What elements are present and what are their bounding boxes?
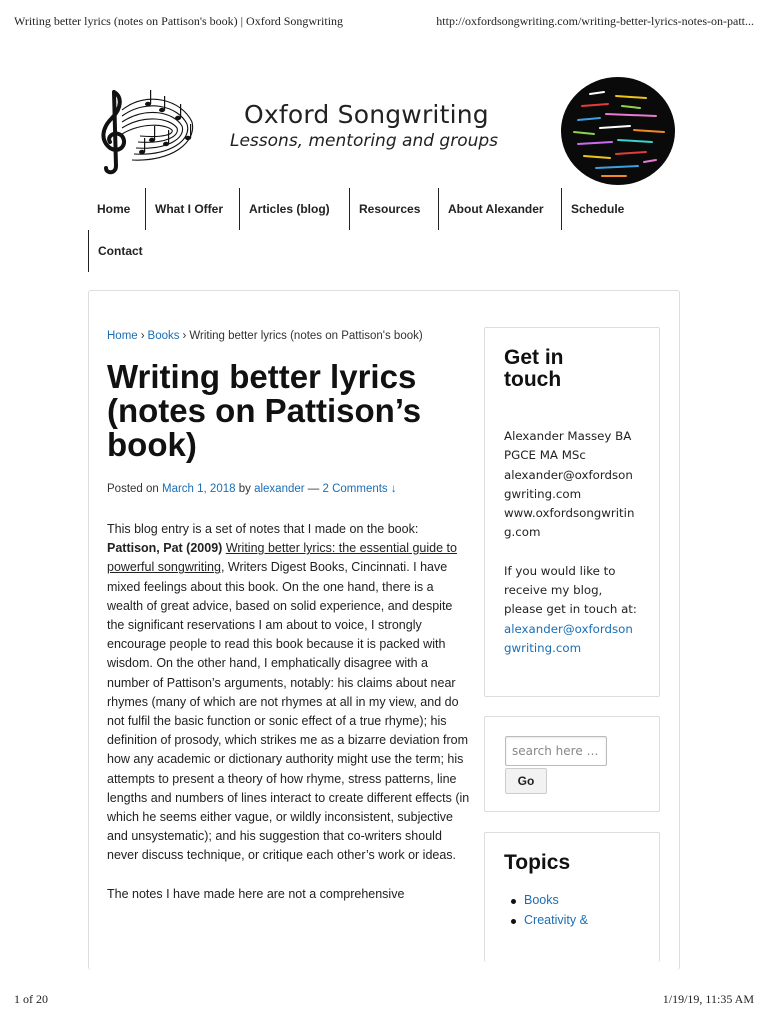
word-cloud-icon (560, 76, 676, 186)
nav-about-alexander[interactable]: About Alexander (438, 188, 553, 230)
list-item (511, 911, 588, 931)
search-input[interactable]: search here … (505, 736, 607, 766)
nav-resources[interactable]: Resources (349, 188, 429, 230)
post-paragraph (107, 520, 473, 866)
nav-contact[interactable]: Contact (88, 230, 152, 272)
search-widget (484, 716, 660, 812)
nav-schedule[interactable]: Schedule (561, 188, 633, 230)
book-author: Pattison, Pat (2009) (107, 541, 223, 556)
contact-line: If you would like to (504, 563, 616, 578)
intro-text: This blog entry is a set of notes that I made on the book: (107, 522, 419, 536)
list-item (511, 891, 588, 911)
contact-widget-title: Get in touch (504, 346, 564, 391)
nav-home[interactable]: Home (97, 202, 131, 216)
breadcrumb (107, 330, 423, 342)
topics-widget-title: Topics (504, 851, 571, 874)
post-title: Writing better lyrics (notes on Pattison’s book) (107, 358, 422, 463)
contact-line: alexander@oxfordson (504, 467, 633, 482)
contact-line: please get in touch at: (504, 602, 637, 617)
posted-on-label: Posted on (107, 483, 159, 495)
post-paragraph: The notes I have made here are not a comprehensive (107, 886, 405, 901)
post-author-link[interactable]: alexander (254, 483, 305, 495)
meta-dash: — (307, 483, 320, 495)
topic-link-books[interactable]: Books (524, 893, 559, 907)
breadcrumb-books[interactable]: Books (147, 330, 180, 342)
comments-link[interactable]: 2 Comments ↓ (322, 483, 397, 495)
breadcrumb-current: Writing better lyrics (notes on Pattison's book) (189, 330, 423, 342)
site-title[interactable]: Oxford Songwriting (244, 100, 489, 129)
print-header (14, 14, 754, 32)
contact-line: www.oxfordsongwritin (504, 506, 635, 521)
main-nav (88, 188, 688, 272)
nav-articles-blog[interactable]: Articles (blog) (239, 188, 339, 230)
by-label: by (238, 483, 251, 495)
breadcrumb-home[interactable]: Home (107, 330, 138, 342)
contact-widget (484, 327, 660, 697)
print-page-url: http://oxfordsongwriting.com/writing-better-lyrics-notes-on-patt... (436, 14, 754, 28)
contact-email-link[interactable]: alexander@oxfordson (504, 621, 633, 636)
contact-line: gwriting.com (504, 486, 582, 501)
print-datetime: 1/19/19, 11:35 AM (662, 992, 754, 1006)
nav-what-i-offer[interactable]: What I Offer (145, 188, 232, 230)
print-page-number: 1 of 20 (14, 992, 48, 1006)
topic-link-creativity[interactable]: Creativity & (524, 912, 588, 927)
print-page-title: Writing better lyrics (notes on Pattison's book) | Oxford Songwriting (14, 14, 344, 28)
search-go-button[interactable]: Go (505, 768, 547, 794)
contact-line: g.com (504, 525, 541, 540)
treble-clef-logo-icon[interactable] (92, 82, 204, 178)
post-body (107, 520, 473, 923)
contact-email-link[interactable]: gwriting.com (504, 640, 582, 655)
contact-line: Alexander Massey BA (504, 429, 632, 443)
post-meta (107, 483, 397, 495)
contact-details (504, 427, 644, 658)
post-date-link[interactable]: March 1, 2018 (162, 483, 236, 495)
topics-widget (484, 832, 660, 962)
breadcrumb-separator: › (140, 330, 145, 342)
book-title: Writing better lyrics: the essential guide to powerful songwriting (107, 541, 457, 575)
breadcrumb-separator: › (182, 330, 187, 342)
print-footer (14, 992, 754, 1010)
contact-line: receive my blog, (504, 583, 603, 598)
contact-line: PGCE MA MSc (504, 448, 586, 463)
topics-list (511, 891, 588, 930)
paragraph-text: , Writers Digest Books, Cincinnati. I have mixed feelings about this book. On the one hand, there is a wealth of great advice, based on solid experience, and despite the significant reservations I am about to voice, I strongly encourage people to read this book because it is packed with wisdom. On the other hand, I emphatically disagree with a number of Pattison’s arguments, notably: his claims about near rhymes (many of which are not rhymes at all in my view, and do not fulfil the basic function or sonic effect of a true rhyme); his definition of prosody, which strikes me as a bizarre deviation from how any academic or dictionary authority might use the term; his attempts to present a theory of how rhyme, stress patterns, line lengths and numbers of lines interact to create different effects (in which he seems either vague, or wildly inconsistent, subjective and unsystematic); and his suggestion that co-writers should never discuss technique, or critique each other’s work or ideas. (107, 560, 470, 863)
site-tagline: Lessons, mentoring and groups (230, 131, 499, 151)
